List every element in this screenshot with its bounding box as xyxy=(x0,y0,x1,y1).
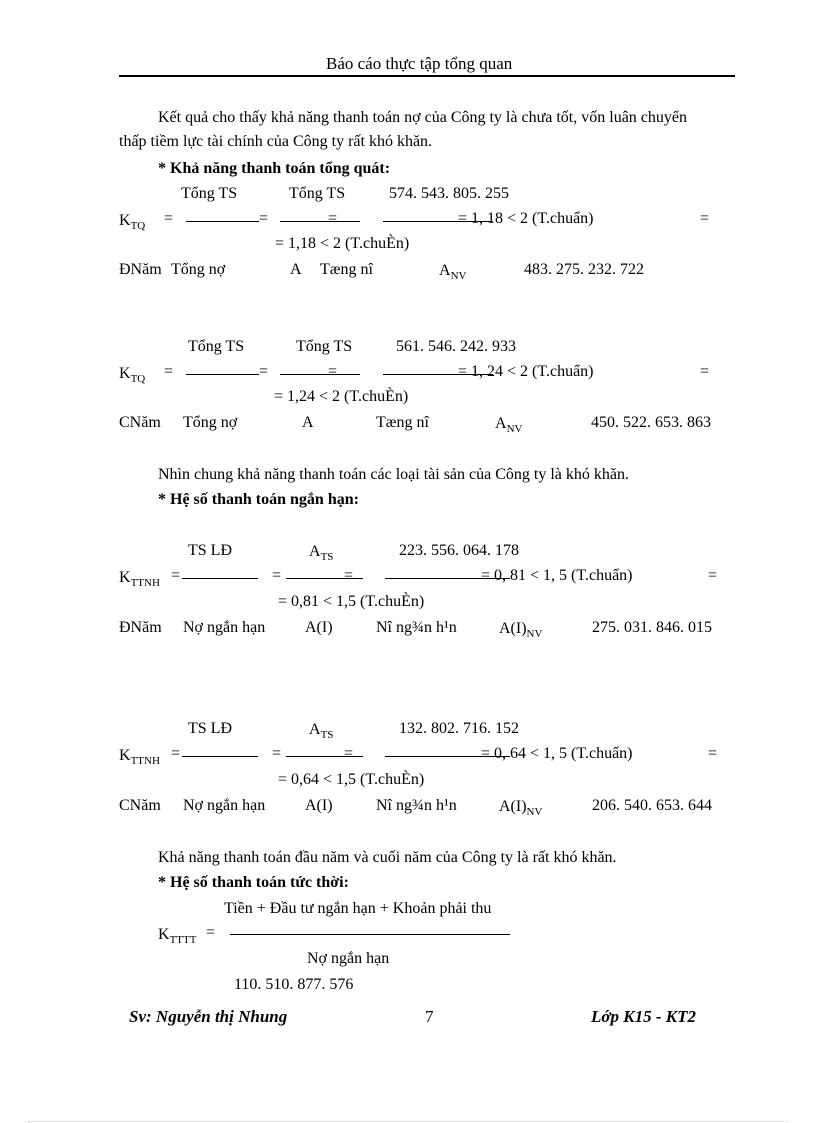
section-1-conclusion: Nhìn chung khả năng thanh toán các loại tài sản của Công ty là khó khăn. xyxy=(158,466,629,483)
numerator-value: 132. 802. 716. 152 xyxy=(399,720,519,737)
denominator-total-debt: Tổng nợ xyxy=(171,261,226,278)
formula-result-alt: = 0,64 < 1,5 (T.chuÈn) xyxy=(278,771,425,788)
formula-result: = 0, 81 < 1, 5 (T.chuẩn) xyxy=(481,567,633,584)
denominator-ainv: $A(I)_{NV}$ xyxy=(499,798,543,818)
denominator-legacy-text: Nî ng¾n h¹n xyxy=(376,619,457,636)
formula-result-alt: = 1,24 < 2 (T.chuÈn) xyxy=(274,388,409,405)
formula-result-alt: = 1,18 < 2 (T.chuÈn) xyxy=(275,235,410,252)
fraction-bar xyxy=(182,578,258,579)
numerator-value: 223. 556. 064. 178 xyxy=(399,542,519,559)
denominator-ai: A(I) xyxy=(305,797,333,814)
denominator-value: 450. 522. 653. 863 xyxy=(591,414,711,431)
period-label: ĐNăm xyxy=(119,261,162,278)
equals-sign-end: = xyxy=(700,210,710,227)
equals-sign: = xyxy=(171,745,181,762)
formula-lhs: $K_{TQ}$ xyxy=(119,365,146,385)
quick-ratio-denominator: Nợ ngắn hạn xyxy=(307,950,390,967)
section-heading-quick-ratio: * Hệ số thanh toán tức thời: xyxy=(158,874,349,891)
fraction-bar xyxy=(186,221,259,222)
denominator-anv: $A_{NV}$ xyxy=(439,262,467,282)
period-label: CNăm xyxy=(119,797,161,814)
formula-result: = 1, 24 < 2 (T.chuẩn) xyxy=(458,363,594,380)
footer-student-name: Sv: Nguyễn thị Nhung xyxy=(129,1007,288,1026)
footer-class: Lớp K15 - KT2 xyxy=(591,1007,696,1026)
denominator-value: 483. 275. 232. 722 xyxy=(524,261,644,278)
equals-sign: = xyxy=(206,924,216,941)
header-rule xyxy=(119,75,735,77)
denominator-legacy-text: Nî ng¾n h¹n xyxy=(376,797,457,814)
denominator-short-term-debt: Nợ ngắn hạn xyxy=(183,619,266,636)
section-heading-short-term-ratio: * Hệ số thanh toán ngắn hạn: xyxy=(158,491,359,508)
equals-sign: = xyxy=(272,567,282,584)
numerator-total-assets-2: Tổng TS xyxy=(296,338,353,355)
equals-sign: = xyxy=(344,745,354,762)
denominator-value: 206. 540. 653. 644 xyxy=(592,797,712,814)
numerator-value: 561. 546. 242. 933 xyxy=(396,338,516,355)
formula-result-alt: = 0,81 < 1,5 (T.chuÈn) xyxy=(278,593,425,610)
equals-sign: = xyxy=(164,210,174,227)
section-heading-general-solvency: * Khả năng thanh toán tổng quát: xyxy=(158,160,391,177)
equals-sign-end: = xyxy=(708,567,718,584)
fraction-bar xyxy=(280,221,360,222)
period-label: CNăm xyxy=(119,414,161,431)
equals-sign: = xyxy=(272,745,282,762)
intro-line-1: Kết quả cho thấy khả năng thanh toán nợ của Công ty là chưa tốt, vốn luân chuyển xyxy=(158,109,687,126)
denominator-value: 275. 031. 846. 015 xyxy=(592,619,712,636)
numerator-total-assets-2: Tổng TS xyxy=(289,185,346,202)
formula-lhs: $K_{TTNH}$ xyxy=(119,747,160,767)
equals-sign: = xyxy=(328,363,338,380)
denominator-legacy-text: Tæng nî xyxy=(320,261,373,278)
formula-lhs: $K_{TTTT}$ xyxy=(158,926,197,946)
equals-sign-end: = xyxy=(700,363,710,380)
numerator-current-assets: TS LĐ xyxy=(188,542,232,559)
denominator-a: A xyxy=(290,261,302,278)
equals-sign: = xyxy=(259,363,269,380)
formula-lhs: $K_{TQ}$ xyxy=(119,212,146,232)
equals-sign: = xyxy=(259,210,269,227)
fraction-bar xyxy=(186,374,259,375)
equals-sign: = xyxy=(328,210,338,227)
denominator-ainv: $A(I)_{NV}$ xyxy=(499,620,543,640)
formula-result: = 1, 18 < 2 (T.chuẩn) xyxy=(458,210,594,227)
denominator-anv: $A_{NV}$ xyxy=(495,415,523,435)
page-header-title: Báo cáo thực tập tổng quan xyxy=(326,54,513,73)
equals-sign-end: = xyxy=(708,745,718,762)
section-2-conclusion: Khả năng thanh toán đầu năm và cuối năm của Công ty là rất khó khăn. xyxy=(158,849,617,866)
numerator-total-assets: Tổng TS xyxy=(188,338,245,355)
quick-ratio-value: 110. 510. 877. 576 xyxy=(234,976,354,993)
denominator-short-term-debt: Nợ ngắn hạn xyxy=(183,797,266,814)
numerator-ats: $A_{TS}$ xyxy=(309,721,334,741)
denominator-total-debt: Tổng nợ xyxy=(183,414,238,431)
footer-page-number: 7 xyxy=(425,1007,434,1026)
page-bottom-dotted-line xyxy=(28,1121,788,1122)
intro-line-2: thấp tiềm lực tài chính của Công ty rất khó khăn. xyxy=(119,133,433,150)
denominator-a: A xyxy=(302,414,314,431)
numerator-value: 574. 543. 805. 255 xyxy=(389,185,509,202)
fraction-bar xyxy=(230,934,510,935)
denominator-legacy-text: Tæng nî xyxy=(376,414,429,431)
numerator-current-assets: TS LĐ xyxy=(188,720,232,737)
period-label: ĐNăm xyxy=(119,619,162,636)
equals-sign: = xyxy=(171,567,181,584)
formula-result: = 0, 64 < 1, 5 (T.chuẩn) xyxy=(481,745,633,762)
equals-sign: = xyxy=(344,567,354,584)
formula-lhs: $K_{TTNH}$ xyxy=(119,569,160,589)
fraction-bar xyxy=(182,756,258,757)
equals-sign: = xyxy=(164,363,174,380)
quick-ratio-numerator: Tiền + Đầu tư ngắn hạn + Khoản phải thu xyxy=(224,900,492,917)
denominator-ai: A(I) xyxy=(305,619,333,636)
fraction-bar xyxy=(280,374,360,375)
numerator-total-assets: Tổng TS xyxy=(181,185,238,202)
numerator-ats: $A_{TS}$ xyxy=(309,543,334,563)
